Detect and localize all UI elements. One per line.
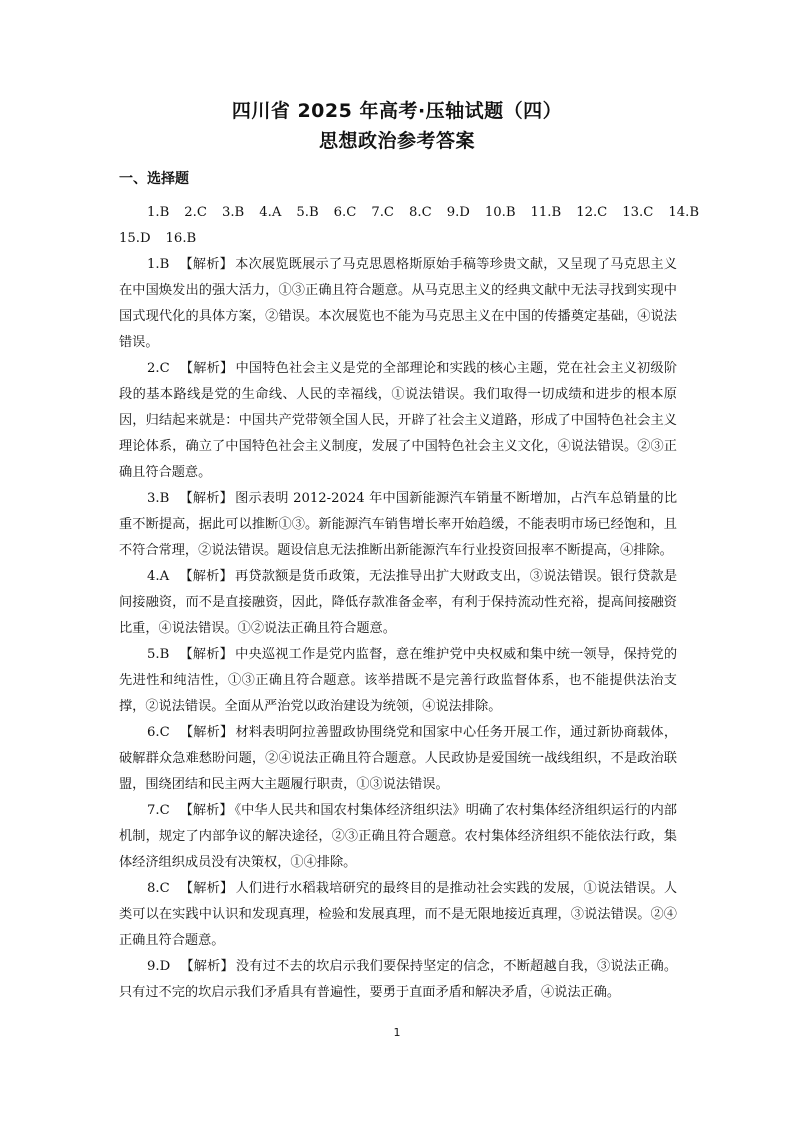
- question-answer: 2.C: [147, 361, 170, 376]
- page-number: 1: [393, 1026, 401, 1039]
- explanation-text: 没有过不去的坎启示我们要保持坚定的信念，不断超越自我，③说法正确。只有过不完的坎启示我们矛盾具有普遍性，要勇于直面矛盾和解决矛盾，④说法正确。: [119, 959, 678, 1000]
- explanation-text: 中央巡视工作是党内监督，意在维护党中央权威和集中统一领导，保持党的先进性和纯洁性，①③正确且符合题意。该举措既不是完善行政监督体系，也不能提供法治支撑，②说法错误。全面从严治党以政治建设为统领，④说法排除。: [119, 647, 678, 714]
- analysis-tag: 【解析】: [179, 725, 234, 740]
- analysis-tag: 【解析】: [179, 803, 233, 818]
- analysis-tag: 【解析】: [179, 491, 234, 506]
- explanation-paragraph: [119, 876, 677, 954]
- explanation-paragraph: [119, 954, 677, 1006]
- question-answer: 1.B: [147, 257, 170, 272]
- analysis-tag: 【解析】: [179, 569, 233, 584]
- explanation-text: 图示表明 2012-2024 年中国新能源汽车销量不断增加，占汽车总销量的比重不断提高，据此可以推断①③。新能源汽车销售增长率开始趋缓，不能表明市场已经饱和，且不符合常理，②说法错误。题设信息无法推断出新能源汽车行业投资回报率不断提高，④排除。: [119, 491, 678, 558]
- answer-key-line-1: [119, 200, 700, 226]
- explanation-text: 材料表明阿拉善盟政协围绕党和国家中心任务开展工作，通过新协商载体，破解群众急难愁盼问题，②④说法正确且符合题意。人民政协是爱国统一战线组织，不是政治联盟，围绕团结和民主两大主题履行职责，①③说法错误。: [119, 725, 678, 792]
- answer-item: 4.A: [259, 205, 282, 220]
- analysis-tag: 【解析】: [180, 959, 234, 974]
- section-heading: 一、选择题: [119, 171, 189, 187]
- answer-item: 9.D: [446, 205, 470, 220]
- explanation-text: 《中华人民共和国农村集体经济组织法》明确了农村集体经济组织运行的内部机制，规定了内部争议的解决途径，②③正确且符合题意。农村集体经济组织不能依法行政，集体经济组织成员没有决策权，①④排除。: [119, 803, 677, 870]
- explanation-text: 本次展览既展示了马克思恩格斯原始手稿等珍贵文献，又呈现了马克思主义在中国焕发出的强大活力，①③正确且符合题意。从马克思主义的经典文献中无法寻找到实现中国式现代化的具体方案，②错误。本次展览也不能为马克思主义在中国的传播奠定基础，④说法错误。: [119, 257, 678, 350]
- answer-item: 3.B: [221, 205, 245, 220]
- analysis-tag: 【解析】: [179, 257, 234, 272]
- answer-item: 12.C: [576, 205, 608, 220]
- answer-key-continued: [119, 226, 677, 252]
- explanation-paragraph: [119, 356, 677, 486]
- analysis-tag: 【解析】: [179, 647, 234, 662]
- question-answer: 7.C: [147, 803, 170, 818]
- document-subtitle: 思想政治参考答案: [318, 130, 475, 152]
- answer-item: 16.B: [165, 231, 197, 246]
- question-answer: 3.B: [147, 491, 170, 506]
- question-answer: 8.C: [147, 881, 170, 896]
- question-answer: 5.B: [147, 647, 170, 662]
- explanation-paragraph: [119, 798, 677, 876]
- question-answer: 4.A: [147, 569, 170, 584]
- explanation-paragraph: [119, 252, 677, 356]
- answer-item: 5.B: [296, 205, 319, 220]
- answer-item: 10.B: [484, 205, 516, 220]
- document-title: 四川省 2025 年高考·压轴试题（四）: [231, 100, 563, 122]
- answer-item: 1.B: [147, 205, 170, 220]
- explanation-text: 人们进行水稻栽培研究的最终目的是推动社会实践的发展，①说法错误。人类可以在实践中认识和发现真理，检验和发展真理，而不是无限地接近真理，③说法错误。②④正确且符合题意。: [119, 881, 678, 948]
- explanation-paragraph: [119, 564, 677, 642]
- explanation-paragraph: [119, 720, 677, 798]
- answer-item: 7.C: [371, 205, 395, 220]
- answer-item: 8.C: [409, 205, 432, 220]
- answer-item: 2.C: [184, 205, 207, 220]
- question-answer: 6.C: [147, 725, 170, 740]
- answer-item: 11.B: [530, 205, 562, 220]
- explanation-text: 再贷款额是货币政策，无法推导出扩大财政支出，③说法错误。银行贷款是间接融资，而不是直接融资，因此，降低存款准备金率，有利于保持流动性充裕，提高间接融资比重，④说法错误。①②说法正确且符合题意。: [119, 569, 678, 636]
- explanation-paragraph: [119, 486, 677, 564]
- question-answer: 9.D: [147, 959, 171, 974]
- explanations: [119, 252, 677, 1006]
- answer-key: [119, 200, 700, 226]
- analysis-tag: 【解析】: [179, 361, 234, 376]
- explanation-paragraph: [119, 642, 677, 720]
- analysis-tag: 【解析】: [179, 881, 234, 896]
- answer-item: 6.C: [333, 205, 357, 220]
- answer-item: 14.B: [668, 205, 700, 220]
- answer-key-line-2: [119, 226, 677, 252]
- answer-item: 13.C: [622, 205, 654, 220]
- explanation-text: 中国特色社会主义是党的全部理论和实践的核心主题，党在社会主义初级阶段的基本路线是党的生命线、人民的幸福线，①说法错误。我们取得一切成绩和进步的根本原因，归结起来就是：中国共产党带领全国人民，开辟了社会主义道路，形成了中国特色社会主义理论体系，确立了中国特色社会主义制度，发展了中国特色社会主义文化，④说法错误。②③正确且符合题意。: [119, 361, 678, 480]
- answer-item: 15.D: [119, 231, 151, 246]
